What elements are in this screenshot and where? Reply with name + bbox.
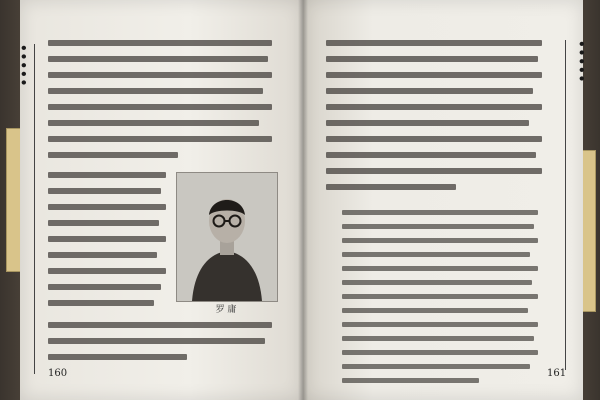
right-page-number: 161 xyxy=(547,368,567,379)
left-body-text-bottom xyxy=(48,322,272,370)
left-body-text-beside-photo xyxy=(48,172,166,316)
right-quoted-passage xyxy=(342,210,538,392)
right-body-text-top xyxy=(326,40,542,200)
left-margin-rule xyxy=(34,44,35,374)
left-running-head: ••••• xyxy=(16,44,30,88)
left-page-number: 160 xyxy=(48,368,68,379)
right-running-head: ••••• xyxy=(574,40,588,84)
left-body-text-top xyxy=(48,40,272,168)
right-margin-rule xyxy=(565,40,566,370)
portrait-photo xyxy=(176,172,278,302)
photo-caption: 罗 庸 xyxy=(215,305,237,315)
book-gutter xyxy=(298,0,308,400)
portrait-figure xyxy=(177,173,277,301)
